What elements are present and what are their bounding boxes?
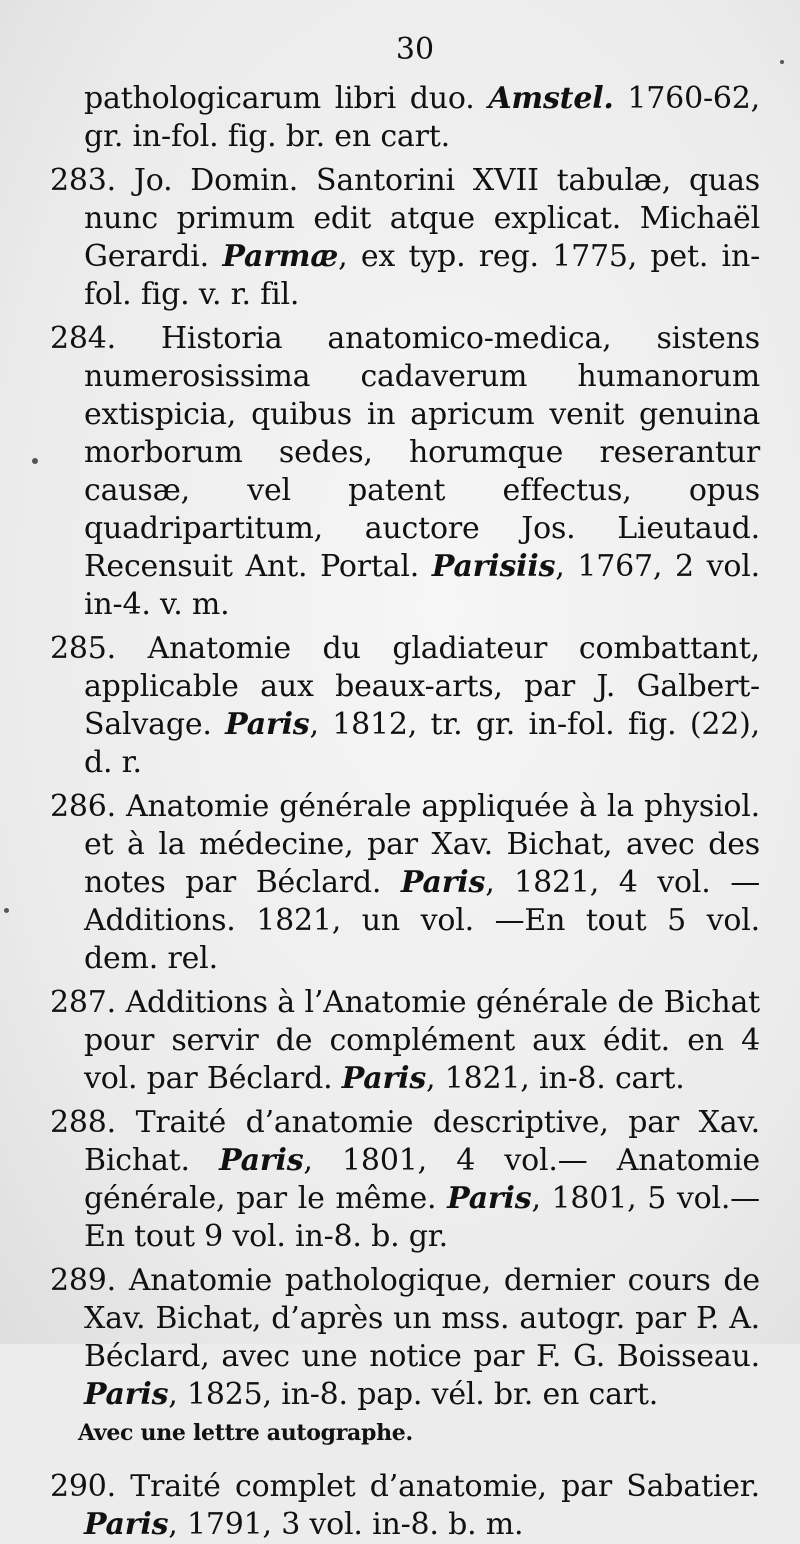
- entry-text: pathologicarum libri duo.: [84, 81, 489, 116]
- entry-continued: [50, 80, 760, 156]
- entry-text: Anatomie du gladiateur combattant, applicable aux beaux-arts, par J. Galbert-Salvage.: [84, 631, 760, 742]
- entry-text: Anatomie générale appliquée à la physiol. et à la médecine, par Xav. Bichat, avec des notes par Béclard.: [84, 789, 760, 900]
- ink-speck: [4, 908, 9, 913]
- entry-285: [50, 630, 760, 782]
- entry-287: [50, 984, 760, 1098]
- entry-number: 286.: [50, 789, 116, 824]
- entry-text: 1760-62, gr. in-fol. fig. br. en cart.: [84, 81, 760, 154]
- entry-number: 284.: [50, 321, 116, 356]
- entry-text: Additions à l’Anatomie générale de Bichat pour servir de complément aux édit. en 4 vol. par Béclard.: [84, 985, 760, 1096]
- entry-number: 288.: [50, 1105, 116, 1140]
- entry-text: , 1791, 3 vol. in-8. b. m.: [168, 1507, 524, 1542]
- entry-note: Avec une lettre autographe.: [78, 1420, 413, 1446]
- entry-text: , 1825, in-8. pap. vél. br. en cart.: [168, 1377, 659, 1412]
- entry-text: Traité d’anatomie descriptive, par Xav. Bichat.: [84, 1105, 760, 1178]
- entry-text: Historia anatomico-medica, sistens numerosissima cadaverum humanorum extispicia, quibus in apricum venit genuina morborum sedes, horumque reserantur causæ, vel patent effectus, opus quadripartitum, auctore Jos. Lieutaud. Recensuit Ant. Portal.: [84, 321, 760, 584]
- page-number: 30: [395, 32, 435, 67]
- entry-number: 290.: [50, 1469, 116, 1504]
- entry-289: [50, 1262, 760, 1414]
- entry-place: Paris: [225, 707, 310, 742]
- entry-290: [50, 1468, 760, 1544]
- entry-text: Anatomie pathologique, dernier cours de Xav. Bichat, d’après un mss. autogr. par P. A. Béclard, avec une notice par F. G. Boisseau.: [84, 1263, 760, 1374]
- entry-number: 283.: [50, 163, 116, 198]
- entry-number: 289.: [50, 1263, 116, 1298]
- entry-text: , 1801, 5 vol.— En tout 9 vol. in-8. b. gr.: [84, 1181, 760, 1254]
- entry-text: , ex typ. reg. 1775, pet. in-fol. fig. v. r. fil.: [84, 239, 761, 312]
- entry-place: Amstel.: [488, 81, 614, 116]
- entry-text: , 1767, 2 vol. in-4. v. m.: [84, 549, 760, 622]
- entry-place: Paris: [84, 1377, 169, 1412]
- ink-speck: [780, 60, 784, 64]
- entry-286: [50, 788, 760, 978]
- entry-283: [50, 162, 760, 314]
- entry-place: Paris: [447, 1181, 532, 1216]
- entry-text: Traité complet d’anatomie, par Sabatier.: [116, 1469, 760, 1504]
- entry-number: 287.: [50, 985, 116, 1020]
- entry-284: [50, 320, 760, 624]
- entry-text: , 1801, 4 vol.— Anatomie générale, par le même.: [84, 1143, 760, 1216]
- entry-number: 285.: [50, 631, 116, 666]
- entry-place: Parisiis: [431, 549, 556, 584]
- entry-place: Paris: [400, 865, 486, 900]
- entry-place: Paris: [341, 1061, 427, 1096]
- entry-text: , 1821, in-8. cart.: [426, 1061, 685, 1096]
- entry-text: , 1812, tr. gr. in-fol. fig. (22), d. r.: [84, 707, 760, 780]
- entry-place: Parmæ: [222, 239, 339, 274]
- entry-place: Paris: [219, 1143, 304, 1178]
- entry-text: , 1821, 4 vol. — Additions. 1821, un vol. —En tout 5 vol. dem. rel.: [84, 865, 761, 976]
- entry-text: Jo. Domin. Santorini XVII tabulæ, quas nunc primum edit atque explicat. Michaël Gerardi.: [84, 163, 760, 274]
- ink-speck: [32, 458, 38, 464]
- entry-place: Paris: [84, 1507, 169, 1542]
- entry-288: [50, 1104, 760, 1256]
